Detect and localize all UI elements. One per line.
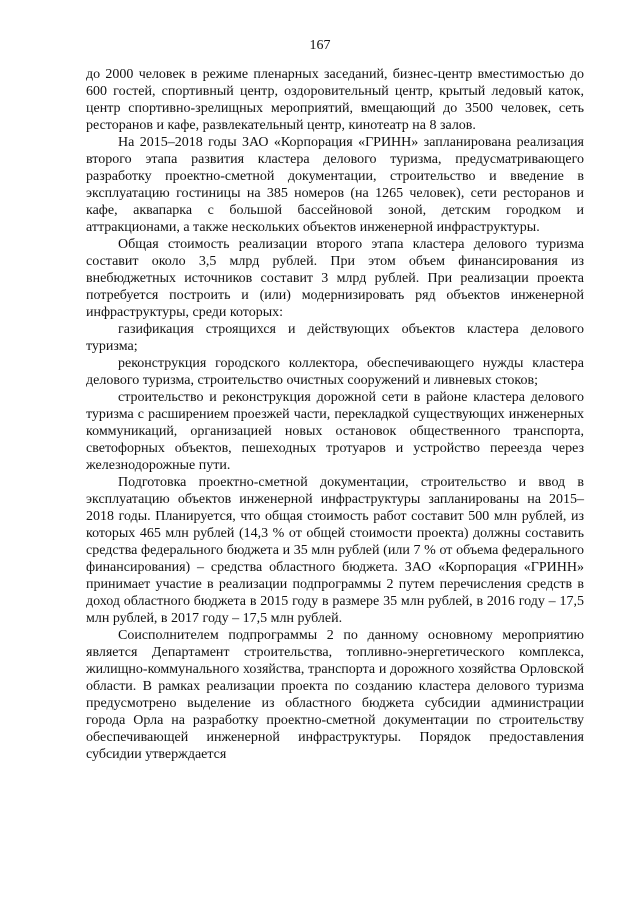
- page-number: 167: [309, 38, 331, 53]
- list-item-road-network: строительство и реконструкция дорожной сети в районе кластера делового туризма с расширением проезжей части, перекладкой существующих инженерных коммуникаций, организацией новых остановок общественного транспорта, светофорных объектов, пешеходных тротуаров и устройство переезда через железнодорожные пути.: [86, 390, 584, 473]
- document-body: [86, 66, 584, 763]
- list-item-gasification: газификация строящихся и действующих объектов кластера делового туризма;: [86, 322, 584, 354]
- paragraph-3: Общая стоимость реализации второго этапа кластера делового туризма составит около 3,5 млрд рублей. При этом объем финансирования из внебюджетных источников составит 3 млрд рублей. При реализации проекта потребуется построить и (или) модернизировать ряд объектов инженерной инфраструктуры, среди которых:: [86, 237, 584, 320]
- paragraph-2: На 2015–2018 годы ЗАО «Корпорация «ГРИНН» запланирована реализация второго этапа развития кластера делового туризма, предусматривающего разработку проектно-сметной документации, строительство и введение в эксплуатацию гостиницы на 385 номеров (на 1265 человек), сети ресторанов и кафе, аквапарка с большой бассейновой зоной, детским городком и аттракционами, а также нескольких объектов инженерной инфраструктуры.: [86, 135, 584, 235]
- paragraph-co-executor: Соисполнителем подпрограммы 2 по данному основному мероприятию является Департамент строительства, топливно-энергетического комплекса, жилищно-коммунального хозяйства, транспорта и дорожного хозяйства Орловской области. В рамках реализации проекта по созданию кластера делового туризма предусмотрено выделение из областного бюджета субсидии администрации города Орла на разработку проектно-сметной документации по строительству обеспечивающей инженерной инфраструктуры. Порядок предоставления субсидии утверждается: [86, 628, 584, 762]
- paragraph-1: до 2000 человек в режиме пленарных заседаний, бизнес-центр вместимостью до 600 гостей, спортивный центр, оздоровительный центр, крытый ледовый каток, центр спортивно-зрелищных мероприятий, вмещающий до 3500 человек, сеть ресторанов и кафе, развлекательный центр, кинотеатр на 8 залов.: [86, 67, 584, 133]
- paragraph-financing: Подготовка проектно-сметной документации, строительство и ввод в эксплуатацию объектов инженерной инфраструктуры запланированы на 2015–2018 годы. Планируется, что общая стоимость работ составит 500 млн рублей, из которых 465 млн рублей (14,3 % от общей стоимости проекта) должны составить средства федерального бюджета и 35 млн рублей (или 7 % от объема федерального финансирования) – средства областного бюджета. ЗАО «Корпорация «ГРИНН» принимает участие в реализации подпрограммы 2 путем перечисления средств в доход областного бюджета в 2015 году в размере 35 млн рублей, в 2016 году – 17,5 млн рублей, в 2017 году – 17,5 млн рублей.: [86, 475, 584, 626]
- list-item-reconstruction: реконструкция городского коллектора, обеспечивающего нужды кластера делового туризма, строительство очистных сооружений и ливневых стоков;: [86, 356, 584, 388]
